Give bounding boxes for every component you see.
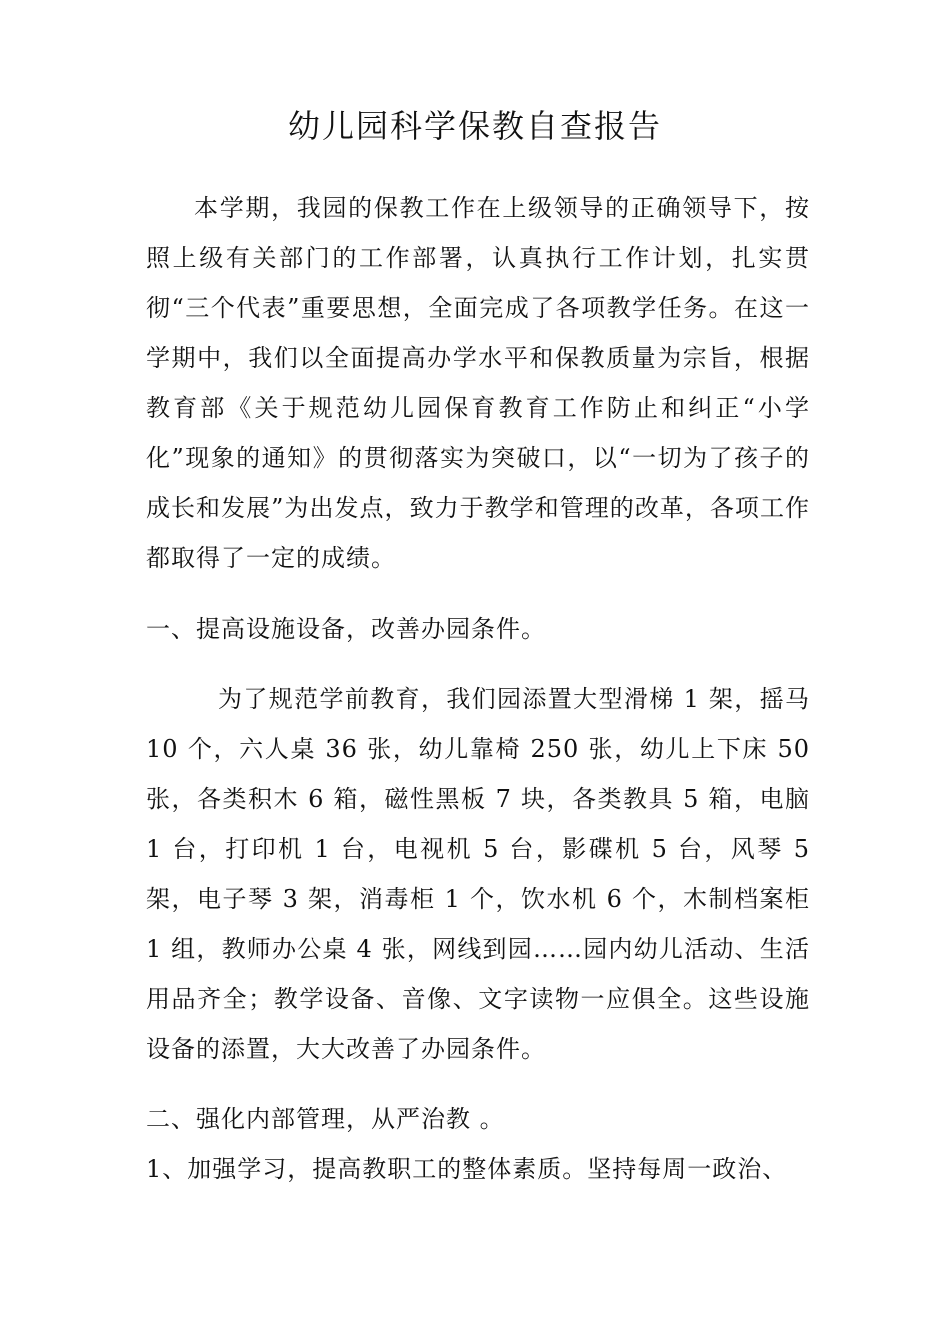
section-1-body: 为了规范学前教育，我们园添置大型滑梯 1 架，摇马 10 个，六人桌 36 张，幼儿靠椅 250 张，幼儿上下床 50 张，各类积木 6 箱，磁性黑板 7 块，各类教具 5 箱，电脑 1 台，打印机 1 台，电视机 5 台，影碟机 5 台，风琴 5 架，电子琴 3 架，消毒柜 1 个，饮水机 6 个，木制档案柜 1 组，教师办公桌 4 张，网线到园……园内幼儿活动、生活用品齐全；教学设备、音像、文字读物一应俱全。这些设施设备的添置，大大改善了办园条件。: [146, 685, 810, 1063]
intro-paragraph: 本学期，我园的保教工作在上级领导的正确领导下，按照上级有关部门的工作部署，认真执行工作计划，扎实贯彻“三个代表”重要思想，全面完成了各项教学任务。在这一学期中，我们以全面提高办学水平和保教质量为宗旨，根据教育部《关于规范幼儿园保育教育工作防止和纠正“小学化”现象的通知》的贯彻落实为突破口，以“一切为了孩子的成长和发展”为出发点，致力于教学和管理的改革，各项工作都取得了一定的成绩。: [146, 194, 810, 572]
section-2-item-1: 1、加强学习，提高教职工的整体素质。坚持每周一政治、: [146, 1155, 788, 1183]
section-1-heading: 一、提高设施设备，改善办园条件。: [146, 615, 546, 643]
section-2-heading: 二、强化内部管理，从严治教 。: [146, 1105, 505, 1133]
document-title: 幼儿园科学保教自查报告: [287, 107, 662, 145]
